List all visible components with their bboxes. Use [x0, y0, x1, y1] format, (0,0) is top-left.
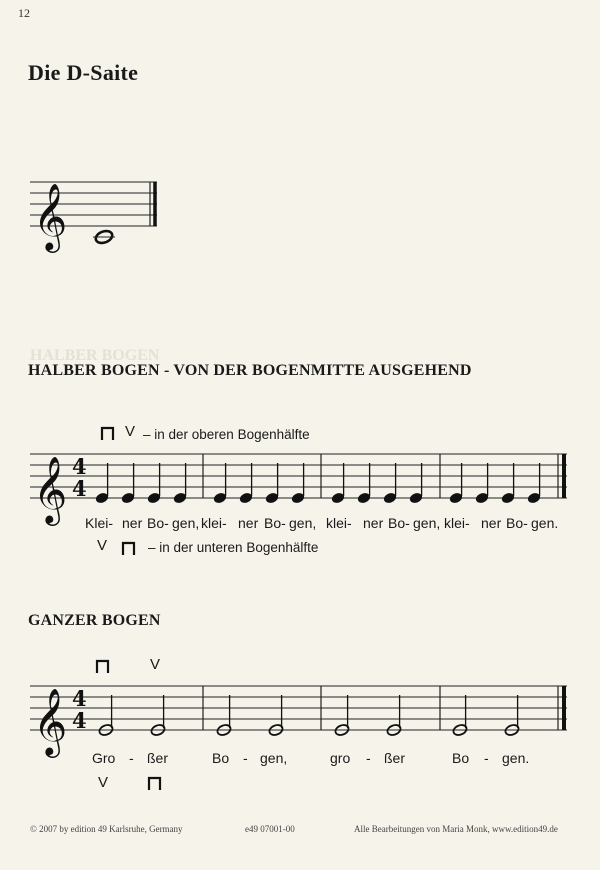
quarter-note	[330, 463, 345, 505]
lyric-syllable: -	[129, 750, 134, 766]
lower-half-hint: – in der unteren Bogenhälfte	[148, 540, 319, 555]
bow-mark-down-lower	[121, 541, 137, 557]
lyric-syllable: ner	[122, 515, 143, 531]
footer-credits: Alle Bearbeitungen von Maria Monk, www.edition49.de	[354, 824, 558, 834]
lyric-syllable: Bo-	[506, 515, 528, 531]
quarter-note	[526, 463, 541, 505]
lyric-syllable: -	[243, 750, 248, 766]
section-heading-full-bow: GANZER BOGEN	[28, 612, 161, 629]
half-notes	[98, 695, 520, 737]
lyric-syllable: Klei-	[85, 515, 114, 531]
quarter-note	[172, 463, 187, 505]
bow-mark-up-upper: V	[125, 423, 136, 440]
bow-mark-down-bottom	[147, 776, 163, 792]
half-note	[268, 695, 284, 737]
quarter-note	[264, 463, 279, 505]
footer-copyright: © 2007 by edition 49 Karlsruhe, Germany	[30, 824, 183, 834]
quarter-note	[212, 463, 227, 505]
lyric-syllable: gen,	[289, 515, 317, 531]
lyric-syllable: Bo	[212, 750, 230, 766]
treble-clef-icon: 𝄞	[33, 182, 68, 250]
lyric-syllable: gen,	[172, 515, 200, 531]
lyric-syllable: -	[484, 750, 489, 766]
lyric-syllable: Bo-	[388, 515, 410, 531]
quarter-note	[382, 463, 397, 505]
lyric-syllable: ner	[238, 515, 259, 531]
lyric-syllable: gro	[330, 750, 351, 766]
treble-clef-icon: 𝄞	[33, 687, 68, 755]
lyric-syllable: ßer	[147, 750, 168, 766]
half-note	[98, 695, 114, 737]
lyric-syllable: ßer	[384, 750, 405, 766]
quarter-note	[238, 463, 253, 505]
lyric-syllable: ner	[363, 515, 384, 531]
time-signature-bottom: 4	[72, 708, 87, 733]
lyric-syllable: klei-	[444, 515, 470, 531]
lyric-syllable: Bo-	[147, 515, 169, 531]
lyric-syllable: gen,	[260, 750, 288, 766]
treble-clef-icon: 𝄞	[33, 455, 68, 523]
bow-mark-down-upper	[100, 426, 116, 442]
upper-half-hint: – in der oberen Bogenhälfte	[143, 427, 310, 442]
time-signature-bottom: 4	[72, 476, 87, 501]
quarter-note	[500, 463, 515, 505]
quarter-note	[146, 463, 161, 505]
quarter-note	[474, 463, 489, 505]
quarter-note	[120, 463, 135, 505]
quarter-note	[448, 463, 463, 505]
lyric-syllable: Bo-	[264, 515, 286, 531]
lyric-syllable: klei-	[201, 515, 227, 531]
lyric-syllable: Bo	[452, 750, 470, 766]
section-heading-half-bow: HALBER BOGEN - VON DER BOGENMITTE AUSGEHEND	[28, 362, 472, 379]
ghost-heading: HALBER BOGEN	[30, 347, 160, 364]
staff-full-bow	[30, 675, 575, 755]
quarter-note	[356, 463, 371, 505]
quarter-note	[408, 463, 423, 505]
lyric-syllable: gen,	[413, 515, 441, 531]
quarter-note	[94, 463, 109, 505]
bow-mark-up-top: V	[150, 656, 161, 673]
page-number: 12	[18, 6, 30, 20]
page-title: Die D-Saite	[28, 60, 139, 85]
bow-mark-up-bottom: V	[98, 774, 109, 791]
lyric-syllable: ner	[481, 515, 502, 531]
half-note	[386, 695, 402, 737]
lyric-syllable: gen.	[531, 515, 559, 531]
bow-mark-down-top	[95, 659, 111, 675]
time-signature-top: 4	[72, 686, 87, 711]
lyric-syllable: klei-	[326, 515, 352, 531]
bow-mark-up-lower: V	[97, 537, 108, 554]
footer-catalog-number: e49 07001-00	[245, 824, 295, 834]
half-note	[150, 695, 166, 737]
half-note	[504, 695, 520, 737]
staff-open-string	[30, 168, 170, 258]
time-signature-top: 4	[72, 454, 87, 479]
lyric-syllable: Gro	[92, 750, 116, 766]
lyric-syllable: gen.	[502, 750, 530, 766]
lyric-syllable: -	[366, 750, 371, 766]
half-note	[216, 695, 232, 737]
half-note	[334, 695, 350, 737]
quarter-note	[290, 463, 305, 505]
half-note	[452, 695, 468, 737]
